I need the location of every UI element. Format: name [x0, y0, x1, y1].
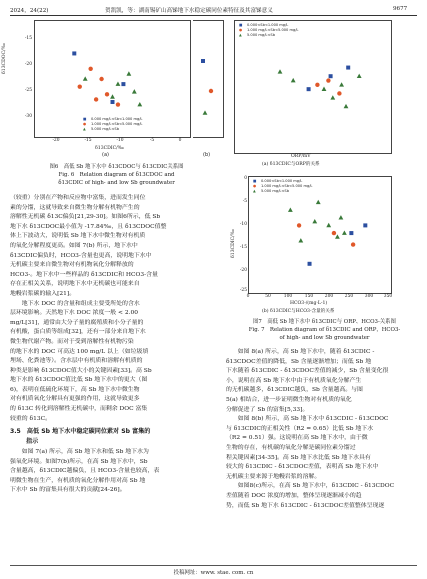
fig6a-ytick: -30	[24, 114, 32, 119]
text-line: HCO3-。地下水中一些样品的 δ13CDIC和 HCO3-含量	[10, 271, 158, 278]
section-heading-line: 3.5 高低 Sb 地下水中稳定碳同位素对 Sb 富集的	[10, 428, 151, 435]
text-line: 地下水 DOC 的含量和组成主要受所处的含水	[10, 300, 140, 307]
text-line: 地幔岩浆碳的输入[21]。	[10, 290, 76, 297]
fig7a-xlabel: ORP/mV	[291, 154, 311, 159]
footer-rule	[10, 565, 417, 566]
fig7b-ytick: -15	[239, 245, 247, 250]
legend-entry: ● 1.000 mg/L<Sb<5.000 mg/L	[253, 184, 313, 189]
fig6a-point-series0	[72, 51, 76, 55]
fig7a-point-series1	[326, 78, 330, 82]
fig6a-xtick: -20	[52, 138, 60, 143]
fig6a-point-series1	[116, 102, 120, 106]
header-rule	[10, 15, 417, 16]
fig7b-xtick: 50	[265, 294, 271, 299]
fig7b-point-series2	[326, 223, 331, 227]
fig6a-point-series2	[83, 76, 88, 80]
legend-entry: ■ 0.000<Sb<1.000 mg/L	[253, 179, 303, 183]
text-line: 程关键因素[34-35]。高 Sb 地下水比低 Sb 地下水具有	[226, 454, 371, 461]
text-line: 含量越高，δ13CDIC越偏负，且 HCO3-含量也较高，表	[10, 468, 160, 475]
fig7b-point-series2	[342, 230, 347, 234]
fig6a-legend	[83, 117, 142, 133]
fig7a-point-series2	[278, 69, 283, 73]
header-issue: 2024，24(22)	[10, 8, 49, 14]
fig7a-point-series0	[307, 87, 311, 91]
left-column-text-2	[10, 448, 215, 496]
fig7a-point-series1	[337, 91, 341, 95]
fig6a-point-series2	[110, 94, 115, 98]
fig7a-point-series1	[315, 83, 319, 87]
text-line: 下水中 Sb 的富集具有很大的贡献[24-26]。	[10, 487, 126, 494]
fig6a-xlabel: δ13CDIC/‰	[95, 146, 124, 151]
fig6a-point-series1	[99, 77, 103, 81]
header-page-number: 9677	[393, 6, 408, 12]
text-line: 6)，表明在低硫化环境下，高 Sb 地下水中微生物	[10, 386, 140, 393]
fig6a-ylabel: δ13CDOC/‰	[2, 43, 7, 74]
fig6-plot-a	[34, 20, 191, 138]
fig7b-point-series0	[308, 262, 312, 266]
fig6a-point-series2	[116, 82, 121, 86]
text-line: δ13CDOC差值的降低，Sb 含量逐渐增加；而低 Sb 地	[226, 358, 372, 365]
text-line: 明微生物在生产，有机质的氧化分解作用对高 Sb 地	[10, 477, 146, 484]
fig7b-point-series2	[335, 234, 340, 238]
fig7b-point-series0	[363, 223, 367, 227]
fig7b-ytick: -5	[242, 199, 247, 204]
text-line: 的地下水的 DOC 可高达 100 mg/L 以上（如垃圾填	[10, 348, 149, 355]
fig7b-xtick: 0	[246, 294, 250, 299]
fig6a-point-series1	[105, 92, 109, 96]
fig7b-point-series1	[332, 231, 336, 235]
fig6b-point	[209, 89, 213, 93]
fig7b-ytick: 0	[244, 176, 247, 181]
fig6b-point	[201, 59, 205, 63]
text-line: δ13CDIC偏负时，HCO3-含量也更高，说明地下水中	[10, 252, 152, 259]
fig7-caption-en-2: of high- and low Sb groundwater	[279, 335, 370, 341]
text-line: mg/L[31]，通常由大分子量的腐殖质和小分子量的	[10, 319, 144, 326]
fig6a-point-series0	[121, 82, 125, 86]
fig7b-ytick: -10	[239, 222, 247, 227]
section-heading	[10, 427, 215, 446]
text-line: 势，而低 Sb 地下水 δ13CDIC - δ13CDOC差值整体呈现逐	[226, 502, 385, 509]
fig7b-xtick: 300	[364, 294, 374, 299]
fig7a-point-series2	[344, 104, 349, 108]
fig7b-point-series1	[351, 242, 355, 246]
header-running-title: 贺凯凯，等：湖南锡矿山高锑地下水稳定碳同位素特征及其富锑意义	[105, 8, 273, 14]
fig7a-point-series0	[346, 66, 350, 70]
fig6a-point-series1	[94, 97, 98, 101]
text-line: 如图8(c)所示，在高 Sb 地下水中，δ13CDIC - δ13CDOC	[226, 483, 395, 490]
text-line: 生物的存在，有机碳的氧化分解是碳同位素分馏过	[226, 444, 356, 451]
fig7a-point-series2	[357, 74, 362, 78]
fig7b-subtitle: (b) δ13CDIC与HCO3-含量的关系	[262, 309, 335, 314]
fig7a-point-series2	[291, 78, 296, 82]
fig6b-panel-label: (b)	[203, 152, 211, 158]
fig7b-xtick: 350	[383, 294, 393, 299]
fig6a-point-series2	[132, 89, 137, 93]
text-line: 较重的 δ13C。	[10, 415, 51, 422]
text-line: 种类是影响 δ13CDOC值大小的关键因素[33]。高 Sb	[10, 367, 152, 374]
text-line: 无机碳主要来自微生物对有机物氧化分解释放的	[10, 262, 134, 269]
fig7-plot-b	[248, 176, 392, 294]
text-line: 如图 8(a) 所示，高 Sb 地下水中，随着 δ13CDIC -	[226, 349, 375, 355]
legend-entry: ■ 0.000<Sb<1.000 mg/L	[239, 23, 289, 27]
legend-entry: ● 1.000 mg/L<Sb<5.000 mg/L	[83, 122, 143, 127]
text-line: 无机碳主要来源于地幔岩浆的溶解。	[226, 473, 321, 480]
fig6a-ytick: -25	[24, 88, 32, 93]
fig6b-point	[203, 110, 208, 114]
fig6a-point-series0	[111, 100, 115, 104]
text-line: 如图 8(b) 所示，高 Sb 地下水中 δ13CDIC - δ13CDOC	[226, 416, 389, 423]
legend-entry: ● 1.000 mg/L<Sb<5.000 mg/L	[239, 28, 299, 33]
text-line: 有机酸，蛋白质等组成[32]，还有一部分来自地下水	[10, 329, 146, 336]
fig6a-point-series2	[126, 71, 131, 75]
fig6-caption-en: Fig. 6 Relation diagram of δ13CDOC and	[58, 172, 175, 178]
fig7b-point-series2	[298, 238, 303, 242]
fig6-plot-b	[193, 20, 224, 138]
fig6a-point-series1	[78, 84, 82, 88]
section-heading-line-2: 指示	[26, 437, 39, 445]
text-line: 小，说明在高 Sb 地下水中由于有机质氧化分解产生	[226, 377, 362, 384]
fig7b-point-series1	[297, 223, 301, 227]
text-line: 埋场、化粪池等）。含水层中有机质和溶解有机质的	[10, 358, 143, 365]
fig7a-legend	[239, 23, 298, 39]
right-column-text	[226, 348, 417, 511]
fig7b-point-series0	[349, 231, 353, 235]
fig6b-scatter	[193, 21, 223, 137]
text-line: 溶解性无机碳 δ13C偏负[21,29-30]。如图6所示，低 Sb	[10, 214, 161, 221]
fig7b-xtick: 250	[344, 294, 354, 299]
text-line: （R2 = 0.51）强。这说明在高 Sb 地下水中，由于微	[226, 435, 368, 442]
fig7a-point-series0	[329, 74, 333, 78]
fig7b-point-series2	[312, 219, 317, 223]
legend-entry: ▲ 5.000 mg/L<Sb	[253, 189, 289, 194]
text-line: 素的分馏，这就导致来自微生物分解有机物产生的	[10, 204, 140, 211]
fig7-caption-zh: 图7 高低 Sb 地下水中 δ13CDIC与 ORP、HCO3-关系图	[253, 319, 396, 325]
left-column-text	[10, 194, 215, 424]
fig7b-point-series2	[339, 215, 344, 219]
fig6a-xtick: -15	[84, 138, 92, 143]
text-line: （较重）分别在产物和反应物中富集，进而发生同位	[10, 195, 146, 201]
fig7b-ylabel: δ13CDIC/‰	[231, 229, 236, 258]
text-line: 差值随着 DOC 浓度的增加，整体呈现逐渐减小的趋	[226, 492, 362, 499]
fig7b-xtick: 100	[283, 294, 293, 299]
text-line: 与 δ13CDIC的正相关性（R2 = 0.65）比低 Sb 地下水	[226, 425, 374, 432]
fig7-plot-a	[234, 20, 392, 154]
fig6a-xtick: -10	[116, 138, 124, 143]
text-line: 的氧化分解程度更高。如图 7(b) 所示，地下水中	[10, 242, 138, 249]
legend-entry: ▲ 5.000 mg/L<Sb	[83, 127, 119, 132]
fig7a-subtitle: (a) δ13CDIC与ORP的关系	[262, 162, 320, 167]
fig6-caption-en-2: δ13CDIC of high- and low Sb groundwater	[58, 180, 175, 186]
text-line: 地下水 δ13CDOC最小值为 -17.84‰，且 δ13CDOC值整	[10, 223, 167, 230]
fig6a-panel-label: (a)	[102, 152, 109, 158]
text-line: 的无机碳越多，δ13CDIC越负，Sb 含量越高。与图	[226, 387, 363, 394]
text-line: 较大的 δ13CDIC - δ13CDOC差值，表明高 Sb 地下水中	[226, 464, 379, 471]
fig7b-xtick: 200	[324, 294, 334, 299]
fig7b-xlabel: HCO3-/(mg·L-1)	[290, 301, 328, 306]
text-line: 微生物代谢产物。而对于受到溶解性有机物污染	[10, 338, 134, 345]
text-line: 存在正相关关系，说明地下水中无机碳也可能来自	[10, 281, 140, 288]
fig6a-ytick: -20	[24, 62, 32, 67]
fig7b-ytick: -25	[239, 288, 247, 293]
legend-entry: ■ 0.000 mg/L<Sb<1.000 mg/L	[83, 117, 143, 121]
text-line: 5(a) 相结合，进一步证明微生物对有机质的氧化	[226, 396, 352, 403]
fig7b-legend	[253, 179, 312, 195]
fig6a-point-series1	[88, 67, 92, 71]
fig7a-point-series2	[330, 95, 335, 99]
fig6a-xtick: -5	[149, 138, 155, 143]
fig7a-point-series2	[339, 82, 344, 86]
fig7a-scatter	[235, 21, 391, 153]
fig7b-ytick: -20	[239, 268, 247, 273]
fig6a-ytick: -15	[24, 36, 32, 41]
fig6a-xtick: 0	[178, 138, 182, 143]
text-line: 如图 7(a) 所示，高 Sb 地下水和低 Sb 地下水为	[10, 449, 149, 455]
legend-entry: ▲ 5.000 mg/L<Sb	[239, 33, 275, 38]
fig7b-xtick: 150	[304, 294, 314, 299]
fig7b-point-series2	[288, 207, 293, 211]
text-line: 下水随着 δ13CDIC - δ13CDOC差值的减少，Sb 含量变化很	[226, 368, 389, 375]
text-line: 对有机质氧化分解具有更强的作用，这就导致更多	[10, 396, 140, 403]
fig7-caption-en: Fig. 7 Relation diagram of δ13CDIC and ORP，HCO3-	[248, 327, 401, 333]
text-line: 分解促进了 Sb 的富集[5,33]。	[226, 406, 309, 413]
text-line: 强氧化环境。如图7(b)所示，在高 Sb 地下水中，Sb	[10, 458, 148, 465]
text-line: 地下水的 δ13CDOC值比低 Sb 地下水中的更大（图	[10, 377, 148, 384]
fig7a-point-series2	[322, 87, 327, 91]
text-line: 层环境影响。天然地下水 DOC 浓度一般 < 2.00	[10, 310, 138, 317]
footer-url: 投稿网址：www. stae. com. cn	[173, 570, 254, 576]
fig6a-point-series2	[137, 102, 142, 106]
text-line: 的 δ13C 转化到溶解性无机碳中，而剩余 DOC 富集	[10, 406, 148, 413]
fig6-caption-zh: 图6 高低 Sb 地下水中 δ13CDOC与 δ13CDIC关系图	[49, 164, 184, 170]
text-line: 体上下波动大，说明低 Sb 地下水中微生物对有机质	[10, 233, 146, 240]
fig7b-point-series2	[316, 200, 321, 204]
